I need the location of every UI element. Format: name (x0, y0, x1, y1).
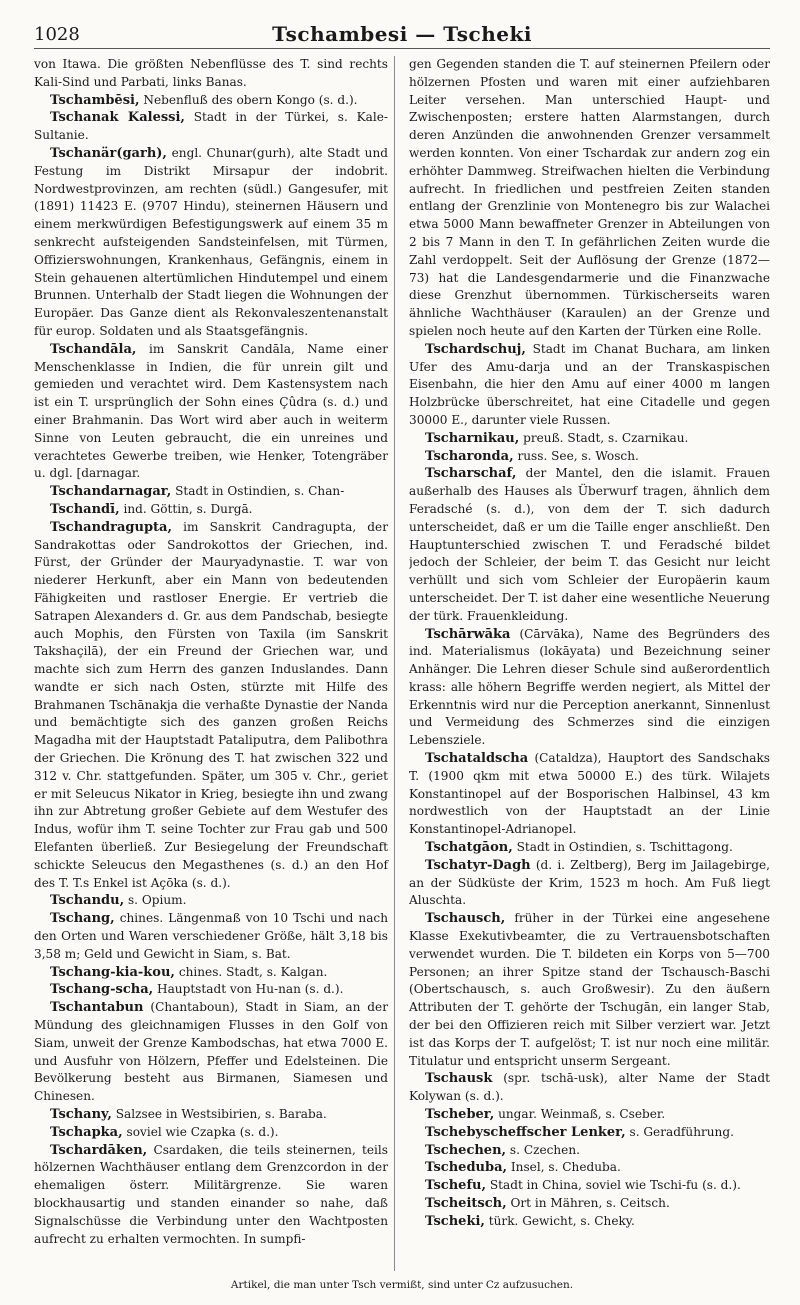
dictionary-entry (409, 1159, 770, 1177)
entry-text: Ort in Mähren, s. Ceitsch. (510, 1196, 670, 1210)
entry-text: soviel wie Czapka (s. d.). (126, 1124, 279, 1139)
entry-headword: Tschapka, (50, 1124, 123, 1140)
dictionary-entry (34, 964, 388, 982)
entry-headword: Tschatgāon, (425, 840, 513, 856)
entry-text: Csardaken, die teils steinernen, teils hölzernen Wachthäuser entlang dem Grenzcordon in der ehemaligen österr. Militärgrenze. Sie waren blockhausartig und standen einander so nahe, daß Signalschüsse die Verbindung unter den Wachtposten aufrecht zu erhalten vermochten. In sumpfi- (34, 1142, 388, 1246)
entry-text: chines. Stadt, s. Kalgan. (178, 964, 328, 979)
entry-headword: Tschandāla, (50, 341, 137, 357)
entry-headword: Tschardschuj, (425, 341, 526, 357)
dictionary-entry (34, 109, 388, 145)
page-footer-note: Artikel, die man unter Tsch vermißt, sind unter Cz aufzusuchen. (230, 1279, 574, 1291)
dictionary-entry (409, 341, 770, 430)
dictionary-entry (34, 1124, 388, 1142)
dictionary-entry (409, 1142, 770, 1160)
entry-text: früher in der Türkei eine angesehene Klasse Exekutivbeamter, die zu Vertrauensbotschaften verwendet wurden. Die T. bildeten ein Korps von 5—700 Personen; an ihrer Spitze stand der Tschausch-Baschi (Obertschausch, s. auch Großwesir). Zu den äußern Attributen der T. gehörte der Tschugān, ein langer Stab, der bei den Offizieren reich mit Silber verziert war. Jetzt ist das Korps der T. aufgelöst; T. ist nur noch eine militär. Titulatur und entspricht unserm Sergeant. (409, 911, 770, 1068)
entry-text: (d. i. Zeltberg), Berg im Jailagebirge, an der Südküste der Krim, 1523 m hoch. Am Fuß liegt Aluschta. (409, 857, 770, 908)
entry-text: türk. Gewicht, s. Cheky. (488, 1213, 635, 1228)
entry-text: (spr. tschā-usk), alter Name der Stadt Kolywan (s. d.). (409, 1071, 770, 1104)
left-column (34, 56, 395, 1271)
entry-headword: Tschang-scha, (50, 982, 154, 998)
dictionary-entry (34, 56, 388, 92)
dictionary-entry (409, 430, 770, 448)
dictionary-entry (409, 1177, 770, 1195)
dictionary-entry (409, 750, 770, 839)
dictionary-entry (34, 892, 388, 910)
dictionary-entry (34, 519, 388, 893)
entry-headword: Tschanak Kalessi, (50, 110, 185, 126)
entry-headword: Tschausch, (425, 911, 506, 927)
dictionary-entry (409, 56, 770, 341)
dictionary-entry (409, 626, 770, 751)
entry-headword: Tscheber, (425, 1107, 495, 1123)
dictionary-entry (34, 341, 388, 483)
entry-headword: Tschardāken, (50, 1142, 148, 1158)
dictionary-entry (34, 1142, 388, 1249)
dictionary-entry (409, 448, 770, 466)
dictionary-entry (34, 501, 388, 519)
entry-text: ungar. Weinmaß, s. Cseber. (498, 1107, 666, 1122)
dictionary-entry (34, 981, 388, 999)
entry-headword: Tschandragupta, (50, 519, 172, 535)
entry-text: Stadt im Chanat Buchara, am linken Ufer des Amu-darja und an der Transkaspischen Eisenbahn, die hier den Amu auf einer 4000 m langen Holzbrücke überschreitet, hat eine Citadelle und gegen 30000 E., darunter viele Russen. (409, 341, 770, 427)
entry-text: russ. See, s. Wosch. (517, 448, 639, 463)
entry-text: (Chantaboun), Stadt in Siam, an der Mündung des gleichnamigen Flusses in den Golf von Siam, unweit der Grenze Kambodschas, hat etwa 7000 E. und Ausfuhr von Hölzern, Pfeffer und Edelsteinen. Die Bevölkerung besteht aus Birmanen, Siamesen und Chinesen. (34, 1000, 388, 1104)
entry-headword: Tscharonda, (425, 448, 514, 464)
dictionary-entry (409, 839, 770, 857)
entry-text: s. Geradführung. (629, 1124, 734, 1139)
entry-text: Insel, s. Cheduba. (510, 1160, 621, 1175)
entry-headword: Tschang, (50, 911, 115, 927)
entry-headword: Tschechen, (425, 1142, 507, 1158)
entry-headword: Tschany, (50, 1107, 112, 1123)
entry-text: Stadt in China, soviel wie Tschi-fu (s. d.). (489, 1178, 741, 1193)
dictionary-entry (409, 1213, 770, 1231)
entry-headword: Tschārwāka (425, 626, 511, 642)
entry-headword: Tschataldscha (425, 751, 529, 767)
entry-text: im Sanskrit Candragupta, der Sandrakottas oder Sandrokottos der Griechen, ind. Fürst, der Gründer der Mauryadynastie. T. war von niederer Herkunft, aber ein Mann von bedeutenden Fähigkeiten und rastloser Energie. Er vertrieb die Satrapen Alexanders d. Gr. aus dem Pandschab, besiegte auch Mophis, den Fürsten von Taxila (im Sanskrit Takshaçilā), der ein Freund der Griechen war, und machte sich zum Herrn des ganzen Induslandes. Dann wandte er sich nach Osten, stürzte mit Hilfe des Brahmanen Tschānakja die verhaßte Dynastie der Nanda und bemächtigte sich des ganzen großen Reichs Magadha mit der Hauptstadt Pataliputra, dem Palibothra der Griechen. Die Krönung des T. hat zwischen 322 und 312 v. Chr. stattgefunden. Später, um 305 v. Chr., geriet er mit Seleucus Nikator in Krieg, besiegte ihn und zwang ihn zur Abtretung großer Gebiete auf dem Westufer des Indus, wofür ihm T. seine Tochter zur Frau gab und 500 Elefanten überließ. Zur Besiegelung der Freundschaft schickte Seleucus den Megasthenes (s. d.) an den Hof des T. T.s Enkel ist Açōka (s. d.). (34, 519, 388, 890)
dictionary-entry (409, 910, 770, 1070)
dictionary-entry (34, 92, 388, 110)
entry-headword: Tschatyr-Dagh (425, 857, 531, 873)
dictionary-entry (409, 465, 770, 625)
entry-headword: Tscharschaf, (425, 466, 517, 482)
dictionary-entry (409, 1106, 770, 1124)
dictionary-entry (409, 1195, 770, 1213)
dictionary-entry (34, 910, 388, 963)
entry-text: Nebenfluß des obern Kongo (s. d.). (143, 92, 358, 107)
dictionary-entry (34, 999, 388, 1106)
entry-headword: Tscharnikau, (425, 430, 520, 446)
entry-text: von Itawa. Die größten Nebenflüsse des T. sind rechts Kali-Sind und Parbati, links Banas. (34, 57, 388, 89)
entry-text: chines. Längenmaß von 10 Tschi und nach den Orten und Waren verschiedener Größe, hält 3,18 bis 3,58 m; Geld und Gewicht in Siam, s. Bat. (34, 911, 388, 961)
entry-text: der Mantel, den die islamit. Frauen außerhalb des Hauses als Überwurf tragen, ähnlich dem Feradsché (s. d.), von dem der T. sich dadurch unterscheidet, daß er um die Taille enger anschließt. Den Hauptunterschied zwischen T. und Feradsché bildet jedoch der Schleier, der beim T. das Gesicht nur leicht verhüllt und sich vom Schleier der Europäerin kaum unterscheidet. Der T. ist daher eine wesentliche Neuerung der türk. Frauenkleidung. (409, 466, 770, 623)
entry-text: ind. Göttin, s. Durgā. (123, 501, 253, 516)
entry-headword: Tschandī, (50, 501, 120, 517)
entry-text: s. Opium. (127, 893, 187, 908)
entry-headword: Tschambēsi, (50, 92, 140, 108)
entry-text: Hauptstadt von Hu-nan (s. d.). (157, 982, 344, 997)
dictionary-entry (34, 483, 388, 501)
entry-headword: Tschefu, (425, 1178, 487, 1194)
entry-text: s. Czechen. (509, 1142, 580, 1157)
entry-headword: Tschang-kia-kou, (50, 964, 175, 980)
entry-text: (Cārvāka), Name des Begründers des ind. Materialismus (lokāyata) und Bezeichnung seiner Anhänger. Die Lehren dieser Schule sind außerordentlich krass: alle höhern Begriffe werden negiert, als Mittel der Erkenntnis wird nur die Perception anerkannt, Sinnenlust und Vermeidung des Schmerzes sind die einzigen Lebensziele. (409, 626, 770, 748)
page-header (34, 20, 770, 49)
entry-text: Salzsee in Westsibirien, s. Baraba. (115, 1107, 327, 1122)
dictionary-entry (409, 1124, 770, 1142)
entry-text: Stadt in der Türkei, s. Kale-Sultanie. (34, 110, 388, 143)
dictionary-entry (34, 1106, 388, 1124)
entry-headword: Tschandarnagar, (50, 484, 172, 500)
entry-headword: Tscheki, (425, 1213, 485, 1229)
dictionary-entry (409, 857, 770, 910)
dictionary-entry (409, 1070, 770, 1106)
entry-text: gen Gegenden standen die T. auf steinernen Pfeilern oder hölzernen Pfosten und waren mit einer aufziehbaren Leiter versehen. Man unterschied Haupt- und Zwischenposten; erstere hatten Alarmstangen, durch deren Anzünden die anwohnenden Grenzer versammelt werden konnten. Von einer Tschardak zur andern zog ein erhöhter Dammweg. Streifwachen hielten die Verbindung aufrecht. In friedlichen und pestfreien Zeiten standen entlang der Grenzlinie von Montenegro bis zur Walachei etwa 5000 Mann bewaffneter Grenzer in Abteilungen von 2 bis 7 Mann in den T. In gefährlichen Zeiten wurde die Zahl verdoppelt. Seit der Auflösung der Grenze (1872—73) hat die Landesgendarmerie und die Finanzwache diese Grenzhut übernommen. Türkischerseits waren ähnliche Wachthäuser (Karaulen) an der Grenze und spielen noch heute auf den Karten der Türken eine Rolle. (409, 57, 770, 338)
entry-headword: Tschandu, (50, 893, 125, 909)
entry-headword: Tscheitsch, (425, 1196, 507, 1211)
text-columns (34, 56, 770, 1271)
running-title: Tschambesi — Tscheki (272, 22, 532, 46)
entry-headword: Tschausk (425, 1071, 493, 1087)
entry-text: Stadt in Ostindien, s. Chan- (175, 484, 345, 499)
entry-text: preuß. Stadt, s. Czarnikau. (523, 430, 689, 445)
entry-text: im Sanskrit Candāla, Name einer Menschenklasse in Indien, die für unrein gilt und gemieden und verachtet wird. Dem Kastensystem nach ist ein T. ursprünglich der Sohn eines Çûdra (s. d.) und einer Brahmanin. Das Wort wird aber auch in weiterm Sinne von Leuten gebraucht, die ein unreines und verachtetes Gewerbe treiben, wie Henker, Totengräber u. dgl. [darnagar. (34, 341, 388, 481)
entry-headword: Tscheduba, (425, 1160, 508, 1176)
entry-text: engl. Chunar(gurh), alte Stadt und Festung im Distrikt Mirsapur der indobrit. Nordwestprovinzen, am rechten (südl.) Gangesufer, mit (1891) 11423 E. (9707 Hindu), steinernen Häusern und einem merkwürdigen Befestigungswerk auf einem 35 m senkrecht aufsteigenden Sandsteinfelsen, mit Türmen, Offizierswohnungen, Krankenhaus, Gefängnis, einem in Stein gehauenen altertümlichen Hindutempel und einem Brunnen. Unterhalb der Stadt liegen die Wohnungen der Europäer. Das Ganze dient als Rekonvaleszentenanstalt für europ. Soldaten und als Staatsgefängnis. (34, 145, 388, 338)
entry-headword: Tschantabun (50, 1000, 144, 1016)
entry-headword: Tschebyscheffscher Lenker, (425, 1124, 626, 1140)
right-column (409, 56, 770, 1271)
entry-text: Stadt in Ostindien, s. Tschittagong. (516, 840, 733, 855)
entry-headword: Tschanär(garh), (50, 145, 167, 161)
entry-text: (Cataldza), Hauptort des Sandschaks T. (1900 qkm mit etwa 50000 E.) des türk. Wilajets Konstantinopel auf der Bosporischen Halbinsel, 43 km nordwestlich von der Hauptstadt an der Linie Konstantinopel-Adrianopel. (409, 751, 770, 837)
page-number: 1028 (34, 23, 80, 45)
dictionary-entry (34, 145, 388, 341)
